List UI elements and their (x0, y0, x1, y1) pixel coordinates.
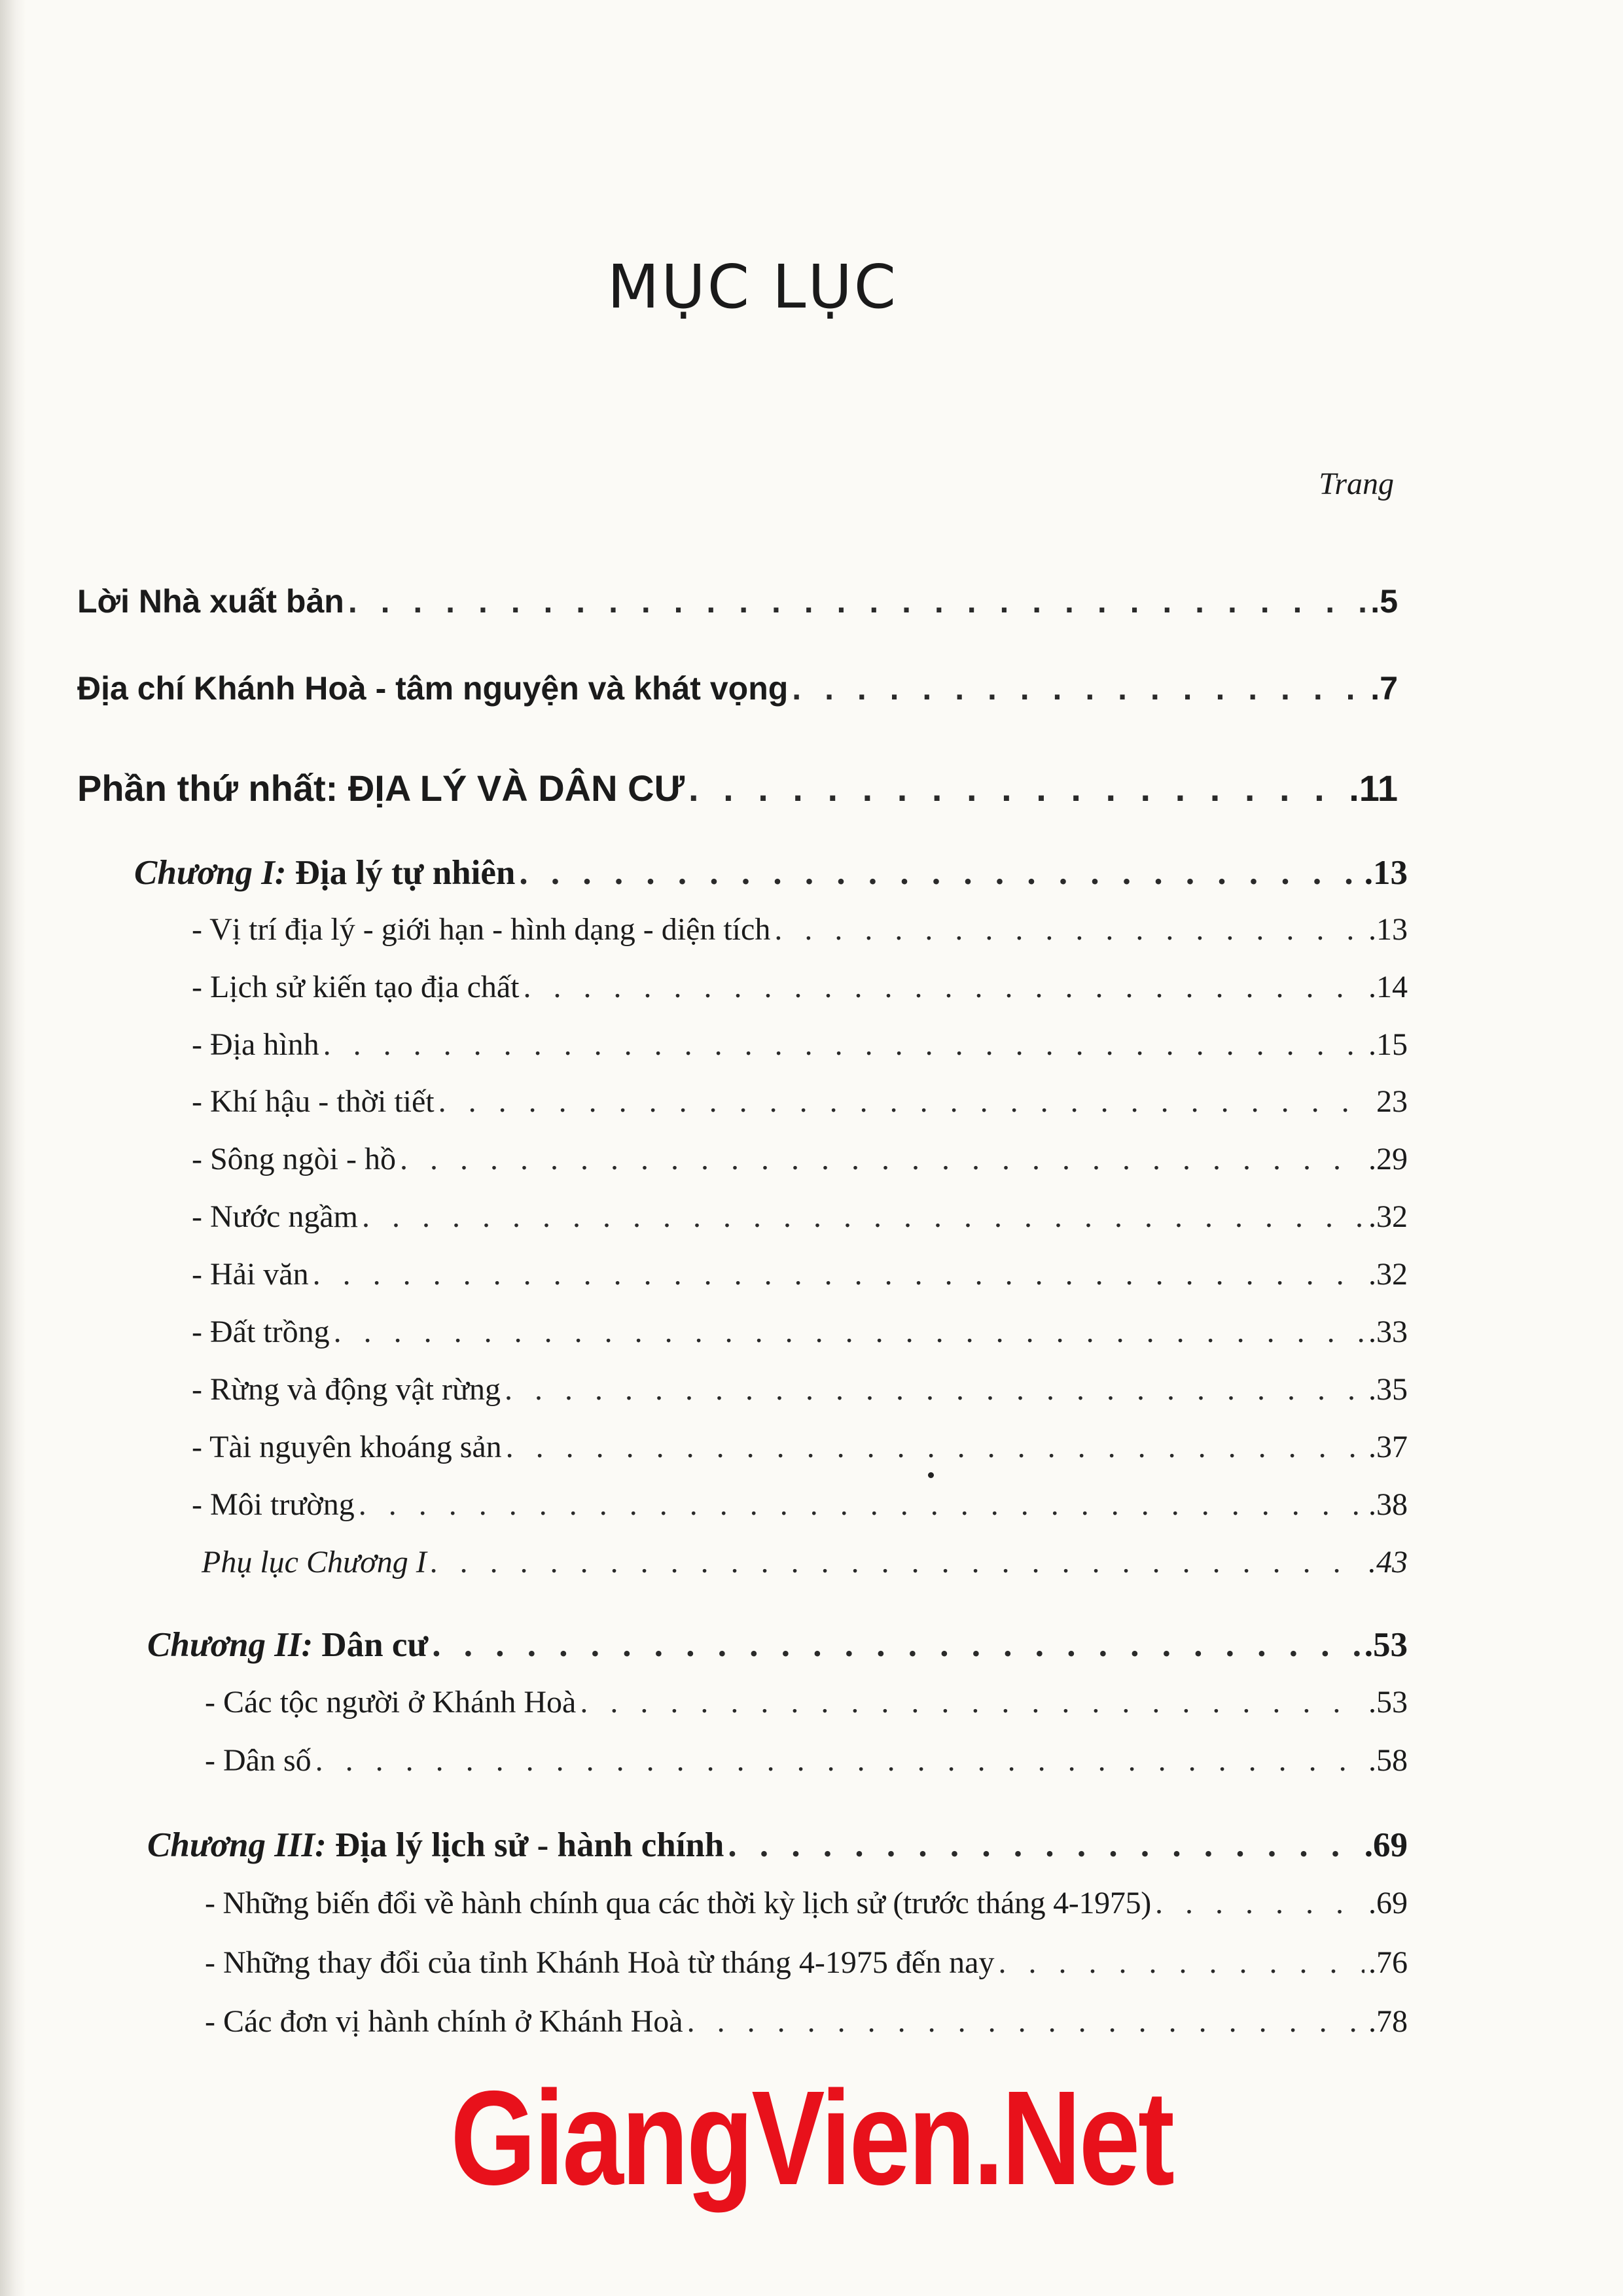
toc-entry-label: - Sông ngòi - hồ (192, 1142, 396, 1176)
toc-subentry[interactable] (192, 911, 1408, 964)
toc-subentry[interactable] (205, 1742, 1408, 1795)
dot-leader (400, 1141, 1364, 1177)
toc-entry-label: - Môi trường (192, 1487, 355, 1522)
toc-entry-label: - Khí hậu - thời tiết (192, 1084, 435, 1119)
dot-leader (432, 1625, 1361, 1665)
dot-leader (688, 767, 1345, 809)
toc-entry-page: .7 (1370, 670, 1398, 707)
toc-entry-page: .38 (1368, 1487, 1408, 1522)
toc-entry-label: Địa lý tự nhiên (286, 854, 516, 892)
toc-entry-page: .32 (1368, 1257, 1408, 1292)
toc-entry-label: - Tài nguyên khoáng sản (192, 1430, 502, 1464)
dot-leader (348, 582, 1366, 620)
toc-subentry[interactable] (192, 1371, 1408, 1424)
page-title: MỤC LỤC (607, 252, 899, 322)
dot-leader (323, 1027, 1364, 1063)
toc-entry-label: Lời Nhà xuất bản (77, 583, 344, 620)
toc-entry-label: - Những thay đổi của tỉnh Khánh Hoà từ tháng 4-1975 đến nay (205, 1945, 995, 1980)
toc-entry-label: - Vị trí địa lý - giới hạn - hình dạng - diện tích (192, 912, 771, 947)
toc-entry-page: .11 (1349, 768, 1398, 809)
toc-entry-page: .13 (1368, 912, 1408, 947)
chapter-number: Chương II: (147, 1626, 313, 1664)
toc-entry-label: - Nước ngầm (192, 1199, 358, 1234)
dot-leader (998, 1945, 1364, 1981)
toc-entry-page: .58 (1368, 1743, 1408, 1778)
toc-chapter-1[interactable] (134, 853, 1408, 906)
toc-entry-label: Phần thứ nhất: ĐỊA LÝ VÀ DÂN CƯ (77, 768, 685, 809)
dot-leader (431, 1544, 1364, 1580)
dot-leader (1155, 1885, 1364, 1921)
toc-entry-page: .69 (1368, 1886, 1408, 1920)
page-column-label: Trang (1319, 467, 1394, 501)
toc-entry-page: .33 (1368, 1315, 1408, 1349)
toc-chapter-3[interactable] (147, 1826, 1408, 1878)
chapter-number: Chương I: (134, 854, 287, 892)
toc-subentry[interactable] (205, 1684, 1408, 1737)
dot-leader (359, 1487, 1364, 1523)
toc-entry-page: .53 (1368, 1685, 1408, 1720)
dot-leader (519, 853, 1360, 892)
toc-entry-label: - Hải văn (192, 1257, 309, 1292)
toc-part-heading[interactable] (77, 767, 1398, 819)
toc-entry-label: - Rừng và động vật rừng (192, 1372, 501, 1407)
toc-entry-page: .53 (1364, 1626, 1408, 1664)
dot-leader (506, 1429, 1364, 1465)
dot-leader (362, 1199, 1364, 1235)
ink-speck (928, 1472, 934, 1478)
dot-leader (728, 1826, 1360, 1865)
watermark-logo: GiangVien.Net (450, 2063, 1173, 2213)
toc-subentry[interactable] (192, 1256, 1408, 1309)
toc-subentry[interactable] (192, 1487, 1408, 1539)
toc-entry-label: - Các tộc người ở Khánh Hoà (205, 1685, 577, 1720)
toc-entry-page: .43 (1368, 1545, 1408, 1580)
toc-entry-page: .35 (1368, 1372, 1408, 1407)
toc-entry-loi-nha-xuat-ban[interactable] (77, 582, 1398, 635)
dot-leader (792, 669, 1366, 707)
toc-entry-page: .69 (1364, 1826, 1408, 1864)
toc-entry-page: .37 (1368, 1430, 1408, 1464)
toc-subentry[interactable] (192, 1027, 1408, 1079)
toc-entry-page: .5 (1370, 583, 1398, 620)
dot-leader (313, 1256, 1364, 1292)
dot-leader (334, 1314, 1364, 1350)
toc-entry-label: Địa chí Khánh Hoà - tâm nguyện và khát vọng (77, 670, 789, 707)
dot-leader (438, 1084, 1372, 1120)
toc-entry-page: .29 (1368, 1142, 1408, 1176)
toc-entry-label: - Những biến đổi về hành chính qua các thời kỳ lịch sử (trước tháng 4-1975) (205, 1886, 1151, 1920)
toc-subentry[interactable] (192, 1141, 1408, 1193)
toc-entry-label: - Lịch sử kiến tạo địa chất (192, 970, 520, 1004)
toc-subentry[interactable] (192, 969, 1408, 1021)
toc-entry-label: Địa lý lịch sử - hành chính (326, 1826, 724, 1864)
toc-subentry[interactable] (192, 1084, 1408, 1136)
toc-entry-page: .14 (1368, 970, 1408, 1004)
toc-entry-page: .78 (1368, 2004, 1408, 2039)
toc-entry-label: Phụ lục Chương I (202, 1545, 427, 1580)
toc-entry-label: - Địa hình (192, 1027, 319, 1062)
dot-leader (580, 1684, 1364, 1720)
chapter-number: Chương III: (147, 1826, 327, 1864)
toc-subentry[interactable] (205, 2004, 1408, 2056)
toc-subentry[interactable] (205, 1885, 1408, 1937)
toc-entry-label: - Đất trồng (192, 1315, 330, 1349)
dot-leader (315, 1742, 1364, 1778)
toc-entry-dia-chi-khanh-hoa[interactable] (77, 669, 1398, 722)
toc-entry-label: Dân cư (313, 1626, 429, 1664)
toc-entry-page: .76 (1368, 1945, 1408, 1980)
toc-entry-label: - Dân số (205, 1743, 312, 1778)
toc-subentry[interactable] (205, 1945, 1408, 1997)
toc-appendix[interactable] (202, 1544, 1408, 1597)
dot-leader (774, 911, 1364, 947)
dot-leader (687, 2004, 1364, 2040)
toc-entry-label: - Các đơn vị hành chính ở Khánh Hoà (205, 2004, 683, 2039)
dot-leader (505, 1371, 1364, 1407)
toc-subentry[interactable] (192, 1199, 1408, 1251)
toc-entry-page: .32 (1368, 1199, 1408, 1234)
page-edge-shadow (0, 0, 26, 2296)
toc-subentry[interactable] (192, 1429, 1408, 1481)
toc-entry-page: .13 (1364, 854, 1408, 892)
toc-subentry[interactable] (192, 1314, 1408, 1366)
toc-entry-page: .15 (1368, 1027, 1408, 1062)
toc-chapter-2[interactable] (147, 1625, 1408, 1678)
toc-entry-page: 23 (1376, 1084, 1408, 1119)
dot-leader (524, 969, 1364, 1005)
